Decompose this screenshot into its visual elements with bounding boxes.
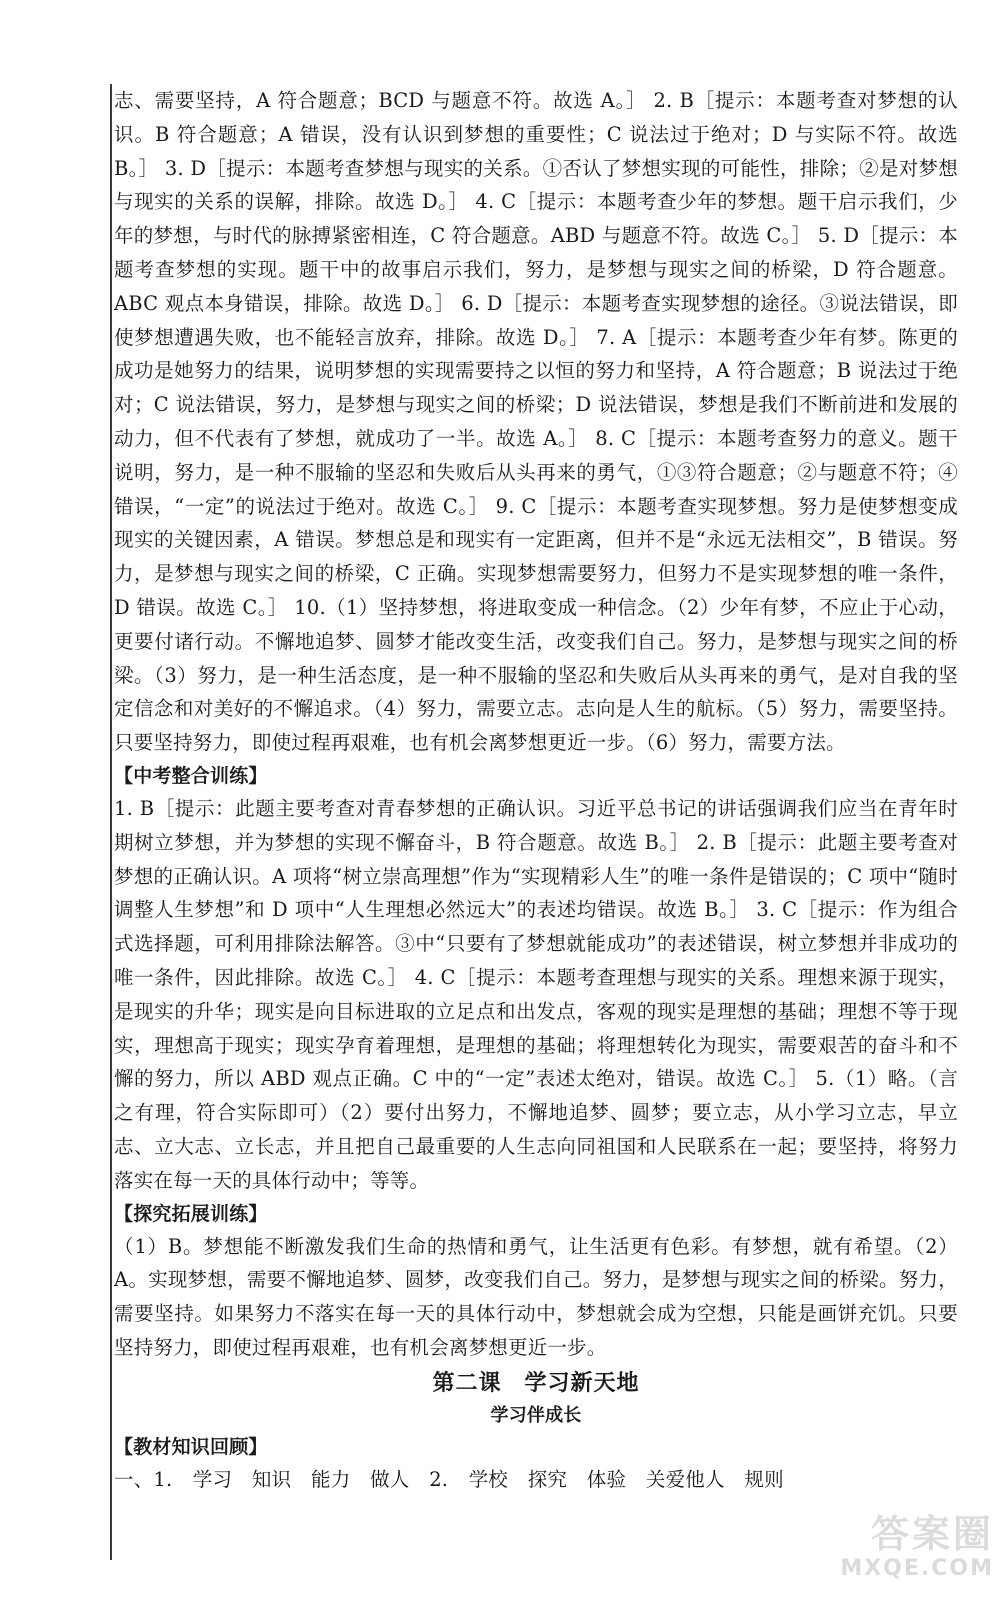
watermark-logo	[784, 1512, 994, 1590]
answer-paragraph-1: 志、需要坚持，A 符合题意；BCD 与题意不符。故选 A。］ 2. B［提示：本题考查对梦想的认识。B 符合题意；A 错误，没有认识到梦想的重要性；C 说法过于绝对；D 与实际不符。故选 B。］ 3. D［提示：本题考查梦想与现实的关系。①否认了梦想实现的可能性，排除；②是对梦想与现实的关系的误解，排除。故选 D。］ 4. C［提示：本题考查少年的梦想。题干启示我们，少年的梦想，与时代的脉搏紧密相连，C 符合题意。ABD 与题意不符。故选 C。］ 5. D［提示：本题考查梦想的实现。题干中的故事启示我们，努力，是梦想与现实之间的桥梁，D 符合题意。ABC 观点本身错误，排除。故选 D。］ 6. D［提示：本题考查实现梦想的途径。③说法错误，即使梦想遭遇失败，也不能轻言放弃，排除。故选 D。］ 7. A［提示：本题考查少年有梦。陈更的成功是她努力的结果，说明梦想的实现需要持之以恒的努力和坚持，A 符合题意；B 说法过于绝对；C 说法错误，努力，是梦想与现实之间的桥梁；D 说法错误，梦想是我们不断前进和发展的动力，但不代表有了梦想，就成功了一半。故选 A。］ 8. C［提示：本题考查努力的意义。题干说明，努力，是一种不服输的坚忍和失败后从头再来的勇气，①③符合题意；②与题意不符；④错误，“一定”的说法过于绝对。故选 C。］ 9. C［提示：本题考查实现梦想。努力是使梦想变成现实的关键因素，A 错误。梦想总是和现实有一定距离，但并不是“永远无法相交”，B 错误。努力，是梦想与现实之间的桥梁，C 正确。实现梦想需要努力，但努力不是实现梦想的唯一条件，D 错误。故选 C。］ 10.（1）坚持梦想，将进取变成一种信念。（2）少年有梦，不应止于心动，更要付诸行动。不懈地追梦、圆梦才能改变生活，改变我们自己。努力，是梦想与现实之间的桥梁。（3）努力，是一种生活态度，是一种不服输的坚忍和失败后从头再来的勇气，是对自我的坚定信念和对美好的不懈追求。（4）努力，需要立志。志向是人生的航标。（5）努力，需要坚持。只要坚持努力，即使过程再艰难，也有机会离梦想更近一步。（6）努力，需要方法。	[114, 89, 958, 755]
answer-paragraph-3: （1）B。梦想能不断激发我们生命的热情和勇气，让生活更有色彩。有梦想，就有希望。（2）A。实现梦想，需要不懈地追梦、圆梦，改变我们自己。努力，是梦想与现实之间的桥梁。努力，需要坚持。如果努力不落实在每一天的具体行动中，梦想就会成为空想，只能是画饼充饥。只要坚持努力，即使过程再艰难，也有机会离梦想更近一步。	[114, 1234, 958, 1359]
watermark-title: 答案圈	[870, 1512, 994, 1556]
watermark-url: MXQE.COM	[840, 1556, 994, 1581]
document-page	[100, 84, 972, 1564]
lesson-title: 第二课 学习新天地	[432, 1370, 640, 1396]
lesson-subtitle: 学习伴成长	[490, 1404, 582, 1426]
section-heading-jiaocai: 【教材知识回顾】	[114, 1435, 268, 1458]
section-heading-zhongkao: 【中考整合训练】	[114, 764, 268, 787]
answer-content	[114, 84, 958, 1496]
answer-paragraph-2: 1. B［提示：此题主要考查对青春梦想的正确认识。习近平总书记的讲话强调我们应当在青年时期树立梦想，并为梦想的实现不懈奋斗，B 符合题意。故选 B。］ 2. B［提示：此题主要考查对梦想的正确认识。A 项将“树立崇高理想”作为“实现精彩人生”的唯一条件是错误的；C 项中“随时调整人生梦想”和 D 项中“人生理想必然远大”的表述均错误。故选 B。］ 3. C［提示：作为组合式选择题，可利用排除法解答。③中“只要有了梦想就能成功”的表述错误，树立梦想并非成功的唯一条件，因此排除。故选 C。］ 4. C［提示：本题考查理想与现实的关系。理想来源于现实，是现实的升华；现实是向目标进取的立足点和出发点，客观的现实是理想的基础；理想不等于现实，理想高于现实；现实孕育着理想，是理想的基础；将理想转化为现实，需要艰苦的奋斗和不懈的努力，所以 ABD 观点正确。C 中的“一定”表述太绝对，错误。故选 C。］ 5.（1）略。（言之有理，符合实际即可）（2）要付出努力，不懈地追梦、圆梦；要立志，从小学习立志，早立志、立大志、立长志，并且把自己最重要的人生志向同祖国和人民联系在一起；要坚持，将努力落实在每一天的具体行动中；等等。	[114, 796, 958, 1192]
section-heading-tanjiu: 【探究拓展训练】	[114, 1202, 268, 1225]
answer-row-last: 一、1. 学习 知识 能力 做人 2. 学校 探究 体验 关爱他人 规则	[114, 1467, 784, 1491]
